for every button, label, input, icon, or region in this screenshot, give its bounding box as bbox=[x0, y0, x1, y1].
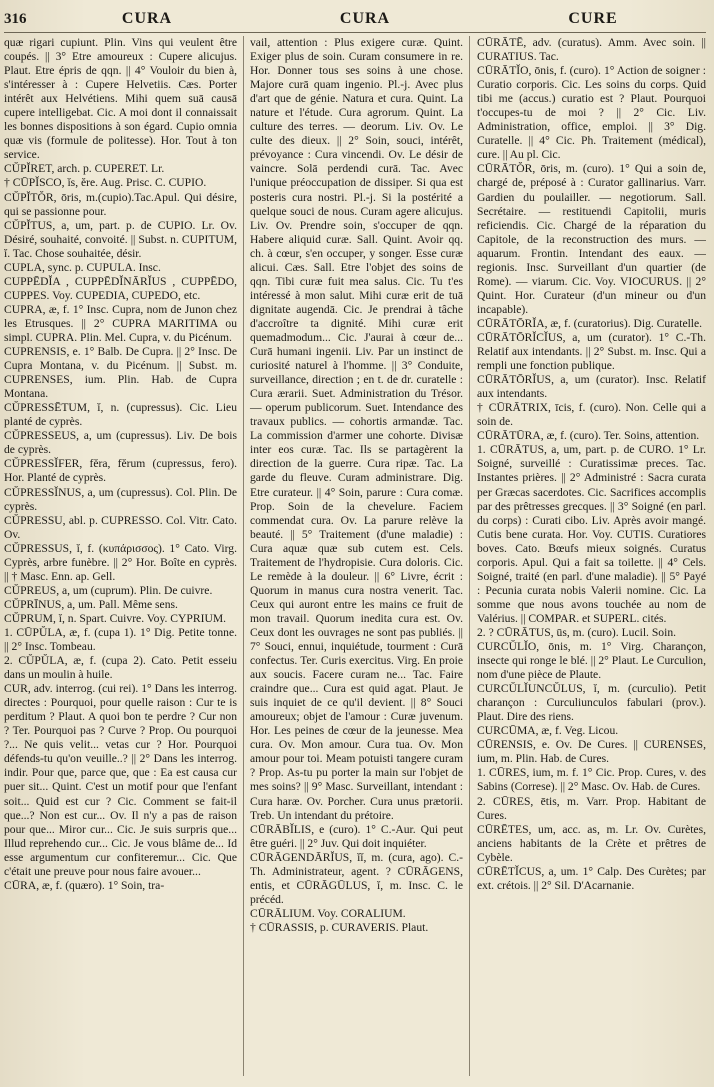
dictionary-entry: CŬPĬTUS, a, um, part. p. de CUPIO. Lr. Ov. Désiré, souhaité, convoité. || Subst. n. CUPITUM, ĭ. Tac. Chose souhaitée, désir. bbox=[4, 218, 237, 260]
dictionary-entry: CUPRA, æ, f. 1° Insc. Cupra, nom de Junon chez les Etrusques. || 2° CUPRA MARITIMA ou simpl. CUPRA. Plin. Mel. Cupra, v. du Picénum. bbox=[4, 302, 237, 344]
dictionary-entry: CŬPRESSU, abl. p. CUPRESSO. Col. Vitr. Cato. Ov. bbox=[4, 513, 237, 541]
dictionary-entry: 1. CŪRES, ium, m. f. 1° Cic. Prop. Cures, v. des Sabins (Correse). || 2° Masc. Ov. Hab. de Cures. bbox=[477, 766, 706, 794]
dictionary-entry: CŬPĬTŎR, ōris, m.(cupio).Tac.Apul. Qui désire, qui se passionne pour. bbox=[4, 190, 237, 218]
dictionary-entry: CŬPRĪNUS, a, um. Pall. Même sens. bbox=[4, 597, 178, 611]
dictionary-entry: CURCŬLĬUNCŬLUS, ĭ, m. (curculio). Petit charançon : Curculiunculos fabulari (prov.). Plaut. Dire des riens. bbox=[477, 682, 706, 724]
column-left bbox=[4, 36, 244, 1076]
dictionary-entry: CŪRĒTES, um, acc. as, m. Lr. Ov. Curètes, anciens habitants de la Crète et prêtres de Cybèle. bbox=[477, 822, 706, 864]
dictionary-entry: CUPPĒDĬA , CUPPĒDĬNĀRĬUS , CUPPĒDO, CUPPES. Voy. CUPEDIA, CUPEDO, etc. bbox=[4, 274, 237, 302]
dictionary-entry: CŪRĒTĬCUS, a, um. 1° Calp. Des Curètes; par ext. crétois. || 2° Sil. D'Acarnanie. bbox=[477, 864, 706, 892]
dictionary-entry: † CŪRĀTRIX, īcis, f. (curo). Non. Celle qui a soin de. bbox=[477, 401, 706, 429]
left-guide-word: CURA bbox=[121, 10, 173, 27]
dictionary-entry: CŪRĀTĒ, adv. (curatus). Amm. Avec soin. || CURATIUS. Tac. bbox=[477, 36, 706, 64]
dictionary-entry: CUR, adv. interrog. (cui rei). 1° Dans les interrog. directes : Pourquoi, pour quelle raison : Cur te is perditum ? Plaut. A quoi bon te perdre ? Cur non ? Ter. Pourquoi pas ? Curve ? Prop. Ou pourquoi ?... Ne quis velit... vetas cur ? Hor. Pourquoi défends-tu qu'on veuille..? || 2° Dans les interrog. indir. Pour que, parce que, que : Ea est causa cur puer sit... Quint. C'est un motif pour que l'enfant soit... Quid est cur ? Cic. Comment se fait-il que...? Non est cur... Ov. Il n'y a pas de raison pour que... Miror cur... Cic. Je suis surpris que... Illud reprehendo cur... Cic. Je vous blâme de... Id esse argumentum cur confiteremur... Cic. Que c'était une preuve pour nous faire avouer... bbox=[4, 682, 237, 878]
dictionary-entry: vail, attention : Plus exigere curæ. Quint. Exiger plus de soin. Curam consumere in re. Hor. Donner tous ses soins à une chose. Majore curā quam ingenio. Pl.-j. Avec plus d'art que de génie. Natura et cura. Quint. La nature et l'étude. Cura agrorum. Quint. La culture des terres. — deorum. Liv. Ov. Le culte des dieux. || 2° Soin, souci, intérêt, prévoyance : Cura vincendi. Ov. Le désir de vaincre. Solā perdendi curā. Tac. Avec l'unique préoccupation de dissiper. Si qua est posteris cura nostri. Pl.-j. Si la postérité a quelque souci de nous. Curam agere alicujus. Liv. Ov. Prendre soin, s'occuper de qqn. Habere aliquid curæ. Sall. Quint. Avoir qq. ch. à cœur, s'en occuper, y songer. Esse curæ alicui. Cæs. Sall. Etre l'objet des soins de qqn. Tibi curæ fuit mea salus. Cic. Tu t'es intéressé à mon salut. Mihi curæ erit de tuā dignitate augendā. Cic. Je prendrai à tâche d'accroître ta dignité. Mihi curæ erit quemadmodum... Cic. J'aurai à cœur de... Curā humani ingenii. Liv. Par un instinct de curiosité naturel à l'homme. || 3° Conduite, surveillance, direction ; en t. de dr. curatelle : Cura ærarii. Suet. Administration du Trésor. — operum publicorum. Suet. Intendance des travaux publics. — cohortis armandæ. Tac. La commission d'armer une cohorte. Divisæ inter eos curæ. Tac. Ils se partagèrent la direction de la guerre. Cura ripæ. Tac. La garde du fleuve. Curam administrare. Dig. Etre curateur. || 4° Soin, parure : Cura comæ. Prop. Soin de la chevelure. Faciem commendat cura. Ov. La parure relève la beauté. || 5° Traitement (d'une maladie) : Cura aquæ quæ sub cutem est. Cels. Traitement de l'hydropisie. Cura doloris. Cic. Le remède à la douleur. || 6° Livre, écrit : Quorum in manus cura nostra venerit. Tac. Ceux qui auront entre les mains ce fruit de mon travail. Quorum inedita cura est. Ov. Ceux dont les ouvrages ne sont pas publiés. || 7° Souci, ennui, inquiétude, tourment : Curā confectus. Ter. Curis exercitus. Virg. En proie aux soucis. Facere curam ne... Tac. Faire craindre que... Cura est quid agat. Plaut. Je suis inquiet de ce qu'il devient. || 8° Souci amoureux; objet de l'amour : Curæ juvenum. Hor. Les peines de cœur de la jeunesse. Mea cura. Ov. Mon amour. Cura tua. Ov. Mon amour pour toi. Meam potuisti tangere curam ? Prop. As-tu pu porter la main sur l'objet de mes soins? || 9° Masc. Surveillant, intendant : Cura haræ. Ov. Porcher. Cura unus prætorii. Treb. Un intendant du prétoire. bbox=[250, 36, 463, 822]
dictionary-entry: CŬPRESSEUS, a, um (cupressus). Liv. De bois de cyprès. bbox=[4, 429, 237, 457]
dictionary-entry: CŪRĀTŌRĬA, æ, f. (curatorius). Dig. Curatelle. bbox=[477, 316, 703, 330]
dictionary-entry: CŬPRESSUS, ĭ, f. (κυπάρισσος). 1° Cato. Virg. Cyprès, arbre funèbre. || 2° Hor. Boîte en cyprès. || † Masc. Enn. ap. Gell. bbox=[4, 541, 237, 583]
dictionary-entry: CŪRĀTĬO, ōnis, f. (curo). 1° Action de soigner : Curatio corporis. Cic. Les soins du corps. Quid tibi me (accus.) curatio est ? Plaut. Pourquoi t'occupes-tu de moi ? || 2° Cic. Liv. Administration, office, emploi. || 3° Dig. Curatelle. || 4° Cic. Ph. Traitement (médical), cure. || Au pl. Cic. bbox=[477, 64, 706, 162]
dictionary-entry: 2. CŪRES, ētis, m. Varr. Prop. Habitant de Cures. bbox=[477, 794, 706, 822]
column-right bbox=[470, 36, 706, 1076]
dictionary-entry: † CŪPĬSCO, ĭs, ĕre. Aug. Prisc. C. CUPIO. bbox=[4, 176, 207, 190]
center-guide-word: CURA bbox=[339, 10, 391, 27]
dictionary-entry: 1. CŪPŬLA, æ, f. (cupa 1). 1° Dig. Petite tonne. || 2° Insc. Tombeau. bbox=[4, 625, 237, 654]
dictionary-entry: CŪRĀTŎR, ōris, m. (curo). 1° Qui a soin de, chargé de, préposé à : Curator gallinarius. Varr. Gardien du poulailler. — negotiorum. Sall. Secrétaire. — restituendi Capitolii, muris reficiendis. Cic. Chargé de la réparation du Capitole, de la reconstruction des murs. — aquarum. Frontin. Intendant des eaux. — regionis. Insc. Surveillant d'un quartier (de Rome). — viarum. Cic. Voy. VIOCURUS. || 2° Quint. Hor. Curateur (d'un mineur ou d'un incapable). bbox=[477, 162, 706, 316]
dictionary-entry: CURCŬLĬO, ōnis, m. 1° Virg. Charançon, insecte qui ronge le blé. || 2° Plaut. Le Curculion, nom d'une pièce de Plaute. bbox=[477, 640, 706, 682]
dictionary-entry: CURCŪMA, æ, f. Veg. Licou. bbox=[477, 724, 619, 738]
dictionary-entry: CŪRENSIS, e. Ov. De Cures. || CURENSES, ium, m. Plin. Hab. de Cures. bbox=[477, 738, 706, 766]
dictionary-entry: CUPLA, sync. p. CUPULA. Insc. bbox=[4, 260, 161, 274]
dictionary-entry: 1. CŪRĀTUS, a, um, part. p. de CURO. 1° Lr. Soigné, surveillé : Curatissimæ preces. Tac. Instantes prières. || 2° Administré : Sacra curata per Græcas sacerdotes. Cic. Sacrifices accomplis par des prêtresses grecques. || 3° Soigné (en parl. du corps) : Curati cibo. Liv. Après avoir mangé. Cutis bene curata. Hor. Voy. CUTIS. Curatiores boves. Cato. Bœufs mieux soignés. Curatus corporis. Apul. Qui a fait sa toilette. || 4° Cels. Soigné, traité (en parl. d'une maladie). || 5° Payé : Pecunia curata nobis Valerii nomine. Cic. La somme que nous avons touchée au nom de Valérius. || COMPAR. et SUPERL. cités. bbox=[477, 443, 706, 625]
page-number: 316 bbox=[4, 11, 27, 27]
dictionary-entry: CUPRENSIS, e. 1° Balb. De Cupra. || 2° Insc. De Cupra Montana, v. du Picénum. || Subst. m. CUPRENSES, ium. Plin. Hab. de Cupra Montana. bbox=[4, 345, 237, 401]
dictionary-entry: † CŪRASSIS, p. CURAVERIS. Plaut. bbox=[250, 920, 429, 934]
dictionary-entry: 2. ? CŪRĀTUS, ūs, m. (curo). Lucil. Soin. bbox=[477, 625, 677, 639]
dictionary-entry: CŬPRESSĒTUM, ĭ, n. (cupressus). Cic. Lieu planté de cyprès. bbox=[4, 401, 237, 429]
running-header bbox=[4, 10, 706, 33]
column-middle bbox=[244, 36, 470, 1076]
dictionary-entry: CŬPRESSĬNUS, a, um (cupressus). Col. Plin. De cyprès. bbox=[4, 485, 237, 513]
dictionary-entry: CŪRA, æ, f. (quæro). 1° Soin, tra- bbox=[4, 878, 165, 892]
dictionary-entry: CŬPĬRET, arch. p. CUPERET. Lr. bbox=[4, 162, 165, 176]
dictionary-entry: CŬPRUM, ĭ, n. Spart. Cuivre. Voy. CYPRIUM. bbox=[4, 611, 227, 625]
dictionary-entry: CŪRĀGENDĀRĬUS, ĭĭ, m. (cura, ago). C.-Th. Administrateur, agent. ? CŪRĀGENS, entis, et CŪRĀGŪLUS, ĭ, m. Insc. C. le précéd. bbox=[250, 850, 463, 906]
dictionary-entry: CŬPREUS, a, um (cuprum). Plin. De cuivre. bbox=[4, 583, 213, 597]
dictionary-entry: 2. CŬPŬLA, æ, f. (cupa 2). Cato. Petit esseiu dans un moulin à huile. bbox=[4, 654, 237, 682]
dictionary-entry: CŪRĀBĬLIS, e (curo). 1° C.-Aur. Qui peut être guéri. || 2° Juv. Qui doit inquiéter. bbox=[250, 822, 463, 850]
dictionary-entry: CŪRĀTŌRĬCĬUS, a, um (curator). 1° C.-Th. Relatif aux intendants. || 2° Subst. m. Insc. Qui a rempli une fonction publique. bbox=[477, 330, 706, 373]
text-columns bbox=[4, 36, 706, 1076]
dictionary-entry: CŪRĀLIUM. Voy. CORALIUM. bbox=[250, 906, 406, 920]
right-guide-word: CURE bbox=[568, 10, 618, 27]
dictionary-entry: quæ rigari cupiunt. Plin. Vins qui veulent être coupés. || 3° Etre amoureux : Cupere alicujus. Plaut. Etre épris de qqn. || 4° Vouloir du bien à, s'intéresser à : Cupere Helvetiis. Cæs. Porter intérêt aux Helvétiens. Mihi quem suā causā cupere intelligebat. Cic. A moi dont il connaissait les bonnes dispositions à son égard. Cupio omnia quæ vis (formule de politesse). Hor. Tout à ton service. bbox=[4, 36, 237, 162]
dictionary-entry: CŬPRESSĬFER, fĕra, fĕrum (cupressus, fero). Hor. Planté de cyprès. bbox=[4, 457, 237, 485]
dictionary-entry: CŪRĀTŌRĬUS, a, um (curator). Insc. Relatif aux intendants. bbox=[477, 373, 706, 401]
dictionary-entry: CŪRĀTŪRA, æ, f. (curo). Ter. Soins, attention. bbox=[477, 429, 700, 443]
